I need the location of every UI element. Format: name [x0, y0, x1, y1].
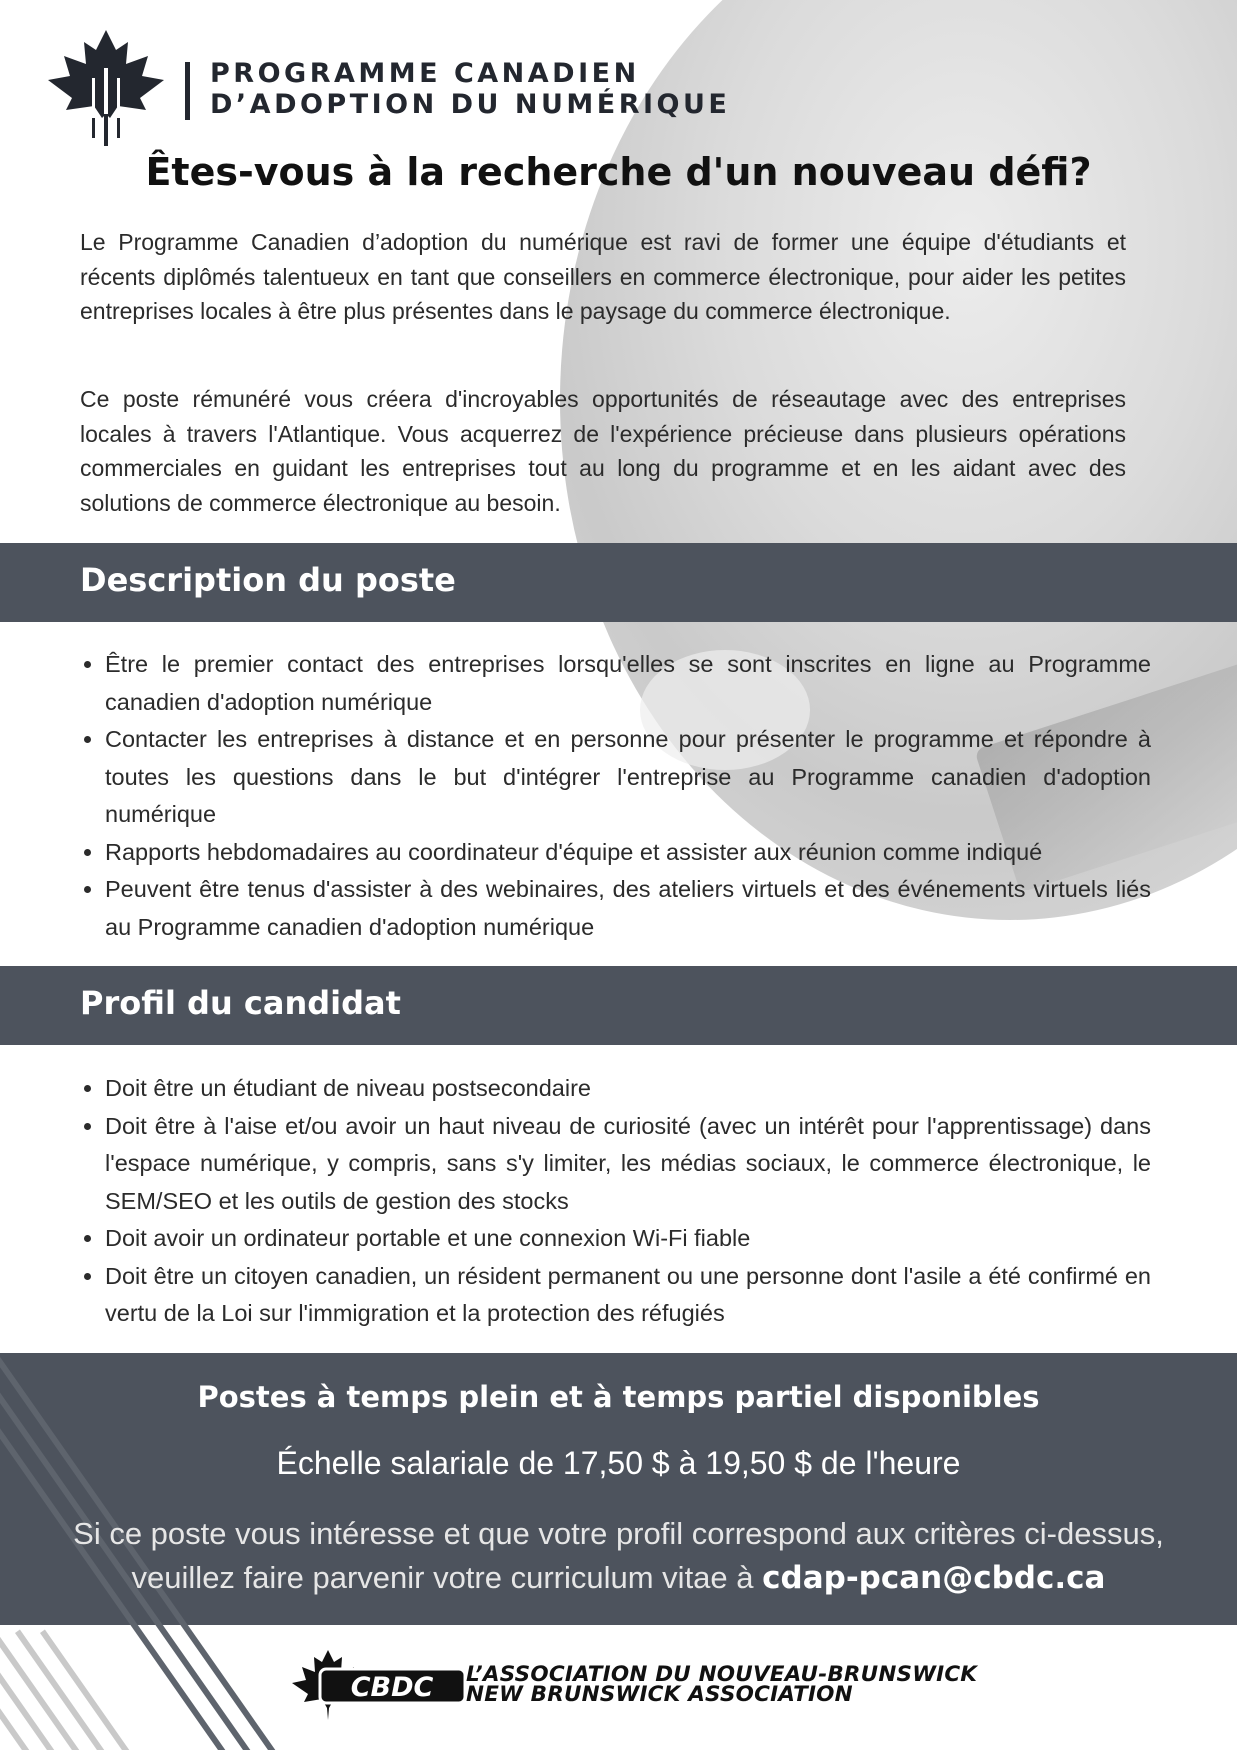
program-logo-text: [210, 58, 730, 120]
list-item: • Contacter les entreprises à distance et en personne pour présenter le programme et répondre à toutes les questions dans le but d'intégrer l'entreprise au Programme canadien d'adoption numérique: [105, 721, 1151, 834]
profile-list: [80, 1070, 1151, 1333]
cbdc-logo-text: CBDC: [350, 1672, 434, 1703]
intro-paragraph-2: Ce poste rémunéré vous créera d'incroyables opportunités de réseautage avec des entreprises locales à travers l'Atlantique. Vous acquerrez de l'expérience précieuse dans plusieurs opérations commerciales en guidant les entreprises tout au long du programme et en les aidant avec des solutions de commerce électronique au besoin.: [80, 386, 1126, 516]
intro-paragraph-1: Le Programme Canadien d’adoption du numérique est ravi de former une équipe d'étudiants et récents diplômés talentueux en tant que conseillers en commerce électronique, pour aider les petites entreprises locales à être plus présentes dans le paysage du commerce électronique.: [80, 229, 1126, 324]
profile-heading: Profil du candidat: [80, 984, 401, 1022]
list-item: • Rapports hebdomadaires au coordinateur d'équipe et assister aux réunion comme indiqué: [105, 834, 1151, 872]
profile-band: [0, 966, 1237, 1045]
list-item: • Doit avoir un ordinateur portable et une connexion Wi-Fi fiable: [105, 1220, 1151, 1258]
positions-available: Postes à temps plein et à temps partiel disponibles: [197, 1380, 1040, 1414]
description-band: [0, 543, 1237, 622]
cbdc-logo-icon: [290, 1648, 470, 1723]
apply-instructions: [0, 1512, 1237, 1600]
logo-line-1: PROGRAMME CANADIEN: [210, 58, 640, 89]
maple-leaf-logo-icon: [46, 28, 166, 148]
description-list: [80, 646, 1151, 946]
apply-text-1: Si ce poste vous intéresse et que votre profil correspond aux critères ci-dessus,: [73, 1516, 1164, 1551]
apply-text-2: veuillez faire parvenir votre curriculum vitae à: [131, 1560, 763, 1595]
salary-range: Échelle salariale de 17,50 $ à 19,50 $ de l'heure: [276, 1445, 961, 1481]
list-item: • Doit être un étudiant de niveau postsecondaire: [105, 1070, 1151, 1108]
partner-name: [466, 1662, 978, 1707]
email-link[interactable]: cdap-pcan@cbdc.ca: [762, 1560, 1106, 1596]
logo-line-2: D’ADOPTION DU NUMÉRIQUE: [210, 89, 731, 120]
list-item: • Être le premier contact des entreprises lorsqu'elles se sont inscrites en ligne au Programme canadien d'adoption numérique: [105, 646, 1151, 721]
description-heading: Description du poste: [80, 561, 456, 599]
list-item: • Doit être à l'aise et/ou avoir un haut niveau de curiosité (avec un intérêt pour l'apprentissage) dans l'espace numérique, y compris, sans s'y limiter, les médias sociaux, le commerce électronique, le SEM/SEO et les outils de gestion des stocks: [105, 1108, 1151, 1221]
partner-line-2: NEW BRUNSWICK ASSOCIATION: [466, 1682, 853, 1707]
list-item: • Doit être un citoyen canadien, un résident permanent ou une personne dont l'asile a été confirmé en vertu de la Loi sur l'immigration et la protection des réfugiés: [105, 1258, 1151, 1333]
apply-text-2-line: [0, 1556, 1237, 1600]
partner-line-1: L’ASSOCIATION DU NOUVEAU-BRUNSWICK: [466, 1662, 978, 1687]
list-item: • Peuvent être tenus d'assister à des webinaires, des ateliers virtuels et des événements virtuels liés au Programme canadien d'adoption numérique: [105, 871, 1151, 946]
logo-divider: [185, 62, 190, 120]
page-title: Êtes-vous à la recherche d'un nouveau défi?: [145, 150, 1092, 194]
